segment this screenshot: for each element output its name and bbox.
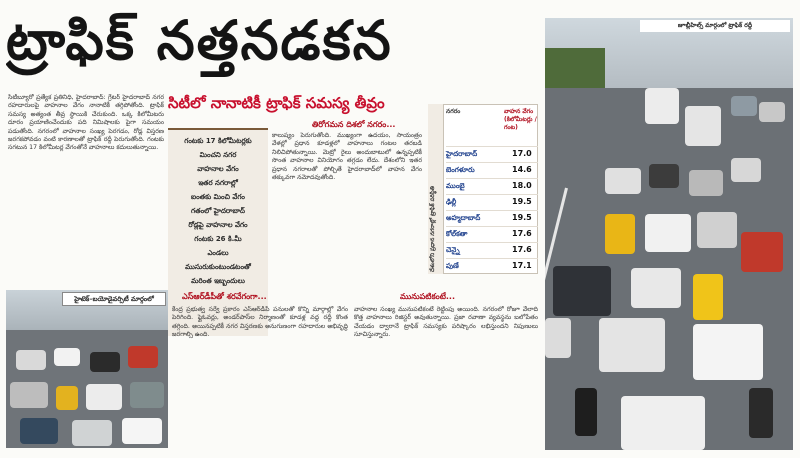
suv: [553, 266, 611, 316]
callout-line: గంటకు 17 కిలోమీటర్లకు: [184, 137, 252, 145]
car: [759, 102, 785, 122]
callout-line: మరింత ఇబ్బందులు: [191, 277, 245, 285]
car: [631, 268, 681, 308]
car: [54, 348, 80, 366]
motorcycle: [575, 388, 597, 436]
car: [599, 318, 665, 372]
article-column-2: [272, 132, 422, 282]
photo-right-caption: జూబ్లీహిల్స్ మార్గంలో ట్రాఫిక్ రద్దీ: [640, 20, 790, 32]
car: [128, 346, 158, 368]
car: [10, 382, 48, 408]
car: [90, 352, 120, 372]
section-heading-2: ఎస్‌ఆర్‌డీపీతో శరవేగంగా...: [182, 292, 267, 301]
callout-line: ఎండలు: [207, 249, 229, 257]
table-row: కోల్‌కతా 17.6: [446, 226, 538, 242]
car: [697, 212, 737, 248]
sub-headline: సిటీలో నానాటికీ ట్రాఫిక్ సమస్య తీవ్రం: [168, 94, 385, 112]
table-row: హైదరాబాద్ 17.0: [446, 146, 538, 162]
callout-box: [168, 128, 268, 336]
article-column-1: [8, 94, 164, 286]
table-side-label: దేశంలోని ప్రధాన నగరాల్లో ట్రాఫిక్ పరిస్థితి: [428, 104, 444, 274]
auto-rickshaw: [56, 386, 78, 410]
table-header-city: నగరం: [446, 108, 461, 115]
bus: [645, 88, 679, 124]
article-column-4: [354, 306, 538, 452]
table-row: అహ్మదాబాద్ 19.5: [446, 210, 538, 226]
car: [693, 324, 763, 380]
callout-line: ఇతర నగరాల్లో: [198, 179, 238, 187]
car: [72, 420, 112, 446]
bus: [685, 106, 721, 146]
car: [605, 168, 641, 194]
traffic-photo-right: [545, 18, 793, 450]
table-row: చెన్నై 17.6: [446, 242, 538, 258]
motorcycle: [749, 388, 773, 438]
table-row: బెంగళూరు 14.6: [446, 162, 538, 178]
car: [122, 418, 162, 444]
article-column-3: [172, 306, 348, 452]
callout-line: వాహనాల వేగం: [197, 165, 239, 173]
car: [130, 382, 164, 408]
article-text-3: కేంద్ర ప్రభుత్వ సర్వే ప్రకారం ఎస్‌ఆర్‌డీపీ పనులతో కొన్ని మార్గాల్లో వేగం పెరిగింది. ఫ్లైఓవర్లు, అండర్‌పాస్‌ల నిర్మాణంతో కూడళ్ల వద్ద రద్దీ కొంత తగ్గింది. అయినప్పటికీ నగర విస్తరణకు అనుగుణంగా రహదారుల అభివృద్ధి జరగాల్సి ఉంది.: [172, 306, 348, 339]
car: [86, 384, 122, 410]
car: [545, 318, 571, 358]
car: [731, 96, 757, 116]
section-heading-3: మునుపటికంటే...: [400, 292, 456, 301]
callout-line: ముసురుకుంటుండటంతో: [185, 263, 251, 271]
car: [16, 350, 46, 370]
callout-line: గంటకు 26 కి.మీ: [194, 235, 242, 243]
car: [621, 396, 705, 450]
callout-line: రోడ్లపై వాహనాల వేగం: [188, 221, 248, 229]
car: [649, 164, 679, 188]
photo-left-caption: హైటెక్‌–బయోడైవర్సిటీ మార్గంలో: [62, 292, 166, 306]
traffic-photo-left: [6, 290, 168, 448]
article-text-4: వాహనాల సంఖ్య మునుపటికంటే రెట్టింపు అయింది. నగరంలో రోజూ వేలాది కొత్త వాహనాలు రిజిస్టర్ అవుతున్నాయి. ప్రజా రవాణా వ్యవస్థను బలోపేతం చేయడం ద్వారానే ట్రాఫిక్ సమస్యకు పరిష్కారం లభిస్తుందని నిపుణులు సూచిస్తున్నారు.: [354, 306, 538, 339]
car: [645, 214, 691, 252]
table-row: ముంబై 18.0: [446, 178, 538, 194]
table-header: [446, 106, 538, 131]
article-text-2: కాలుష్యం పెరుగుతోంది. ముఖ్యంగా ఉదయం, సాయంత్రం వేళల్లో ప్రధాన కూడళ్లలో వాహనాలు గంటల తరబడి నిలిచిపోతున్నాయి. మెట్రో రైలు అందుబాటులో ఉన్నప్పటికీ సొంత వాహనాల వినియోగం తగ్గడం లేదు. దేశంలోని ఇతర ప్రధాన నగరాలతో పోల్చితే హైదరాబాద్‌లో వాహన వేగం తక్కువగా నమోదవుతోంది.: [272, 132, 422, 182]
auto-rickshaw: [605, 214, 635, 254]
callout-line: ఐంతకు మించి వేగం: [191, 193, 245, 201]
section-heading-1: తిరోగమన దిశలో నగరం...: [312, 120, 396, 129]
car: [731, 158, 761, 182]
article-text-1: సిటీబ్యూరో ప్రత్యేక ప్రతినిధి, హైదరాబాద్: గ్రేటర్ హైదరాబాద్ నగర రహదారులపై వాహనాల వేగం నానాటికీ తగ్గిపోతోంది. ట్రాఫిక్ సమస్య అత్యంత తీవ్ర స్థాయికి చేరుకుంది. ఒక్క కిలోమీటరు దూరం ప్రయాణించేందుకు పది నిమిషాలకు పైగా సమయం పడుతోంది. నగరంలో వాహనాల సంఖ్య పెరగడం, రోడ్ల విస్తరణ జరగకపోవడం వంటి కారణాలతో ట్రాఫిక్ రద్దీ పెరుగుతోంది. గంటకు సగటున 17 కిలోమీటర్ల వేగంతోనే వాహనాలు కదులుతున్నాయి.: [8, 94, 164, 152]
table-row: పుణే 17.1: [446, 258, 538, 274]
callout-line: గతంలో హైదరాబాద్: [191, 207, 245, 215]
auto-rickshaw: [693, 274, 723, 320]
car: [741, 232, 783, 272]
callout-line: మించని నగర: [199, 151, 237, 159]
car: [20, 418, 58, 444]
car: [689, 170, 723, 196]
table-header-speed: వాహన వేగం (కిలోమీటర్లు /గంట): [504, 108, 537, 131]
headline: ట్రాఫిక్ నత్తనడకన: [6, 9, 393, 72]
table-row: ఢిల్లీ 19.5: [446, 194, 538, 210]
